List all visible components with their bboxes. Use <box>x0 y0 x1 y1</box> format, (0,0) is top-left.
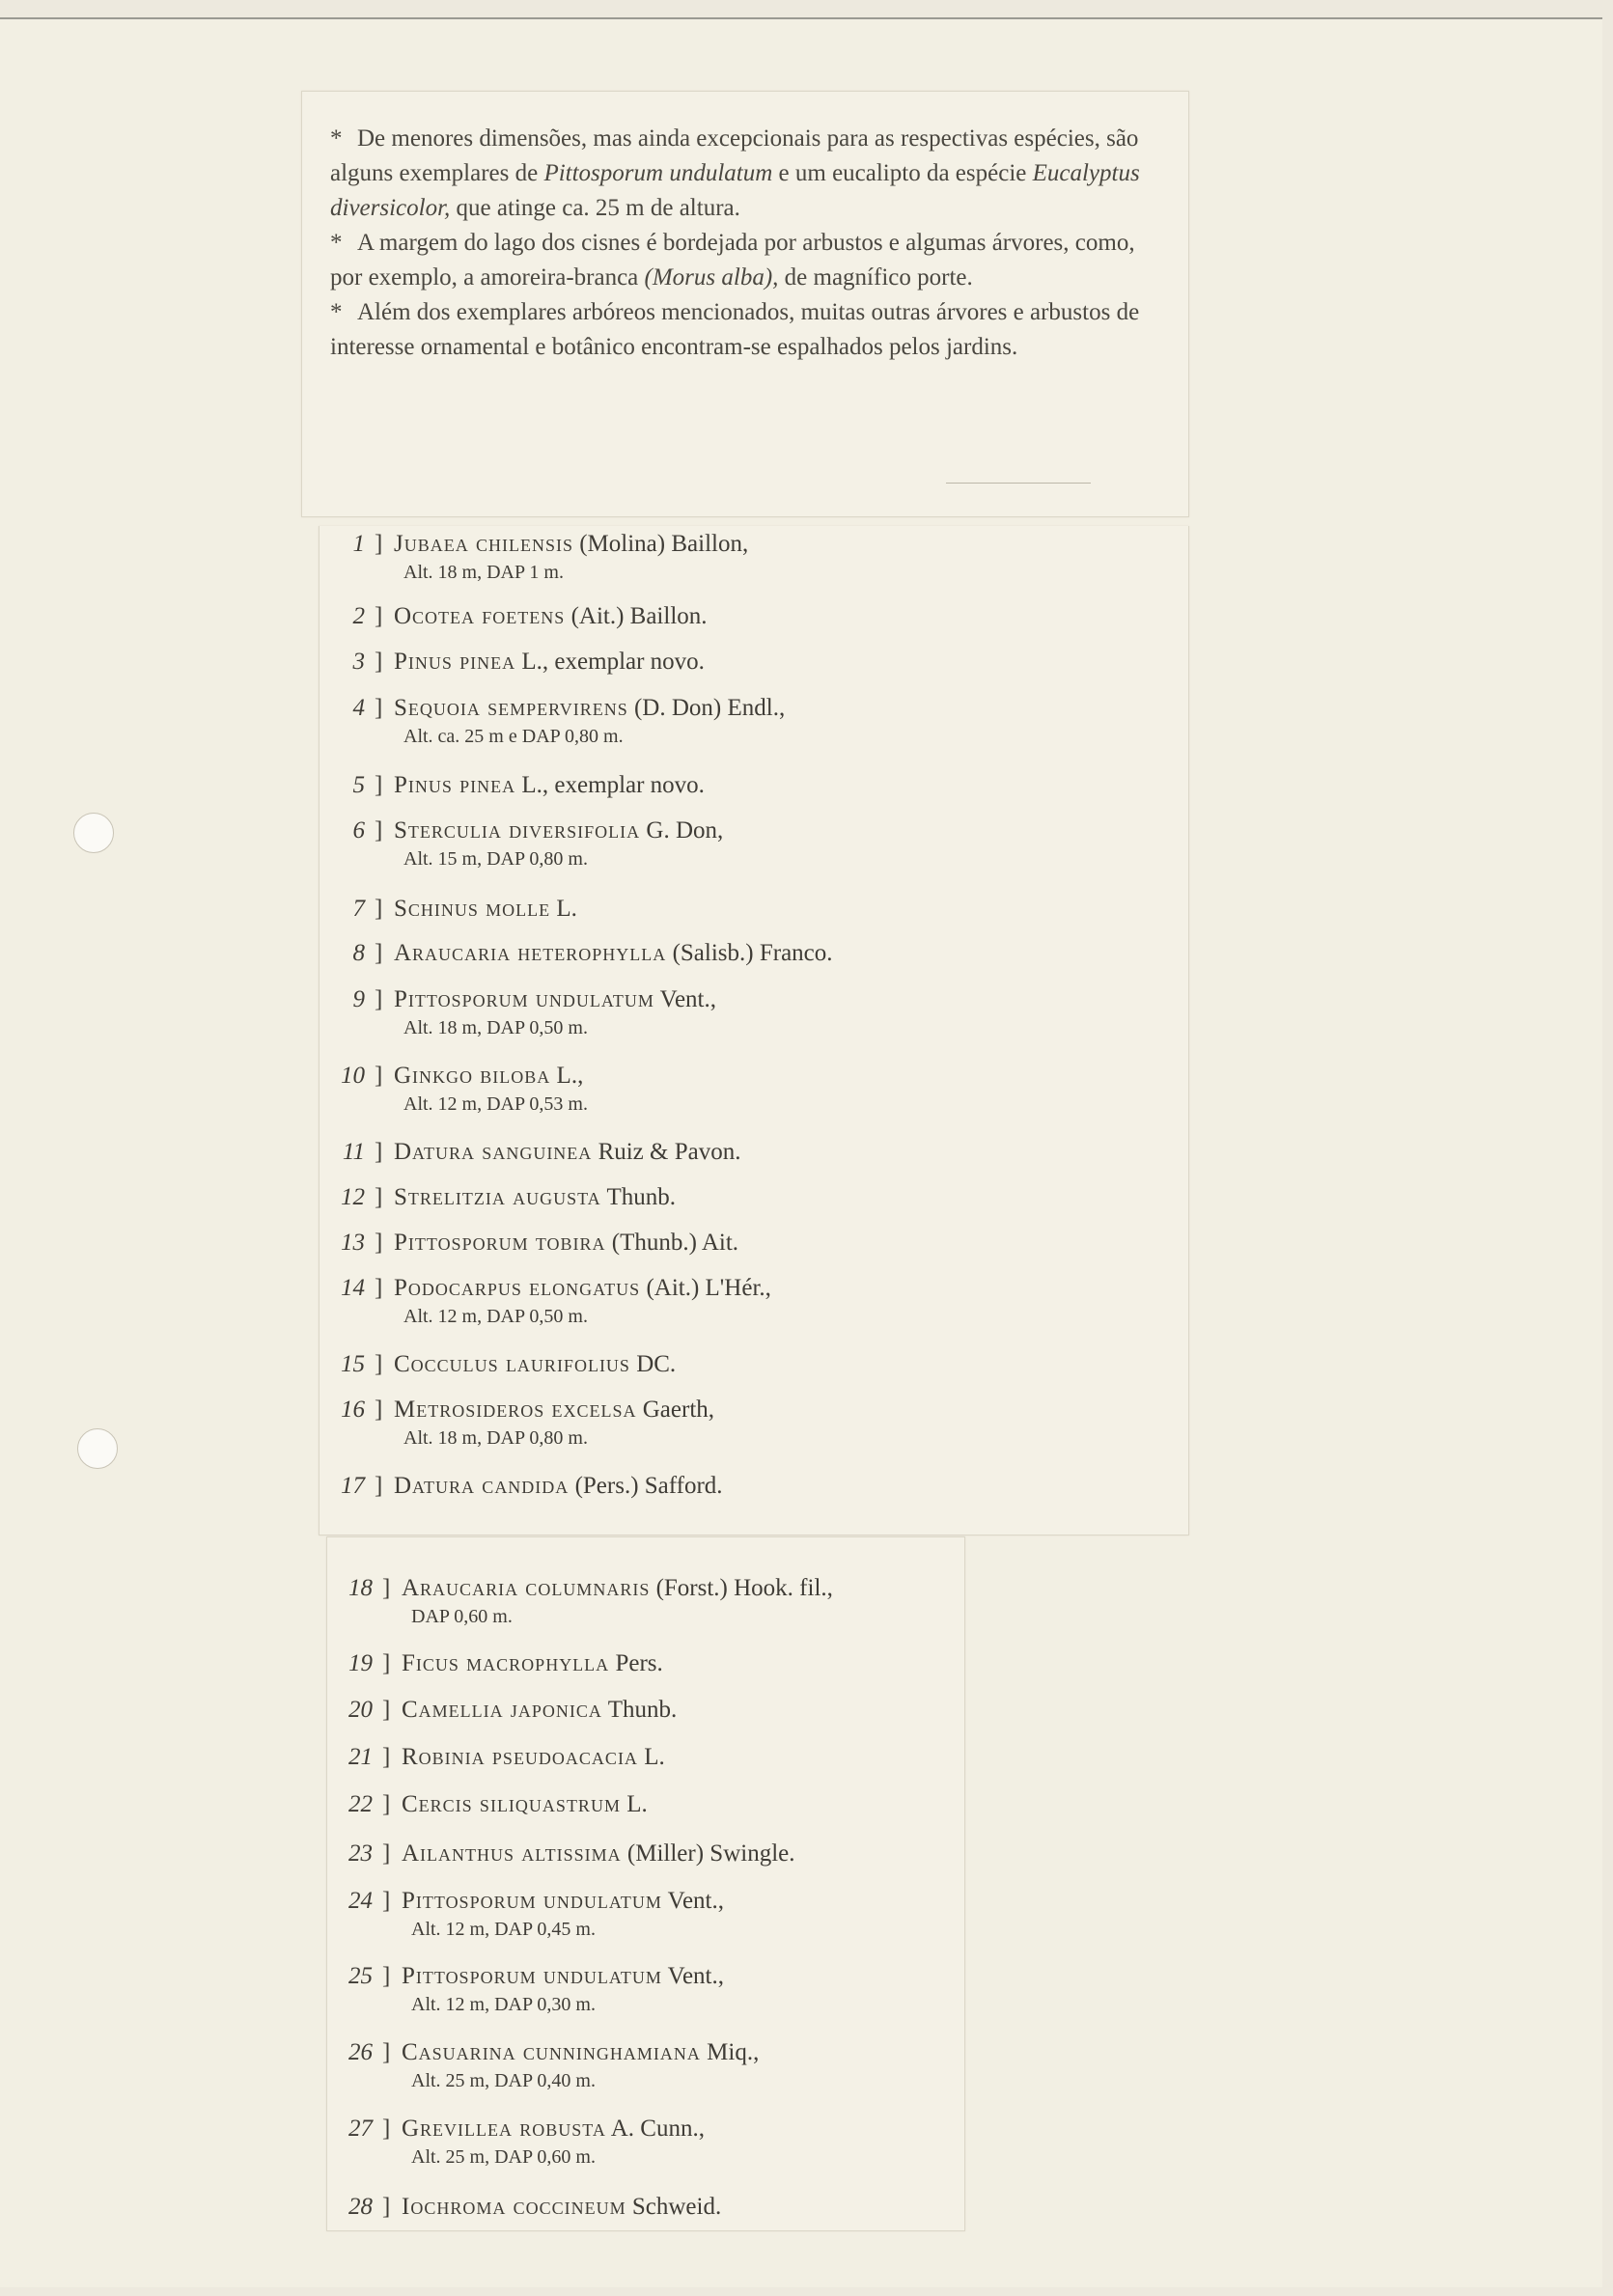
entry-line <box>326 1961 724 1992</box>
entry-line <box>319 1228 738 1259</box>
entry-number: 19 <box>348 1650 373 1676</box>
species-name: Pittosporum undulatum <box>402 1963 662 1989</box>
entry-number: 20 <box>348 1697 373 1723</box>
species-author: Thunb. <box>606 1184 677 1210</box>
entry-number: 26 <box>348 2039 373 2065</box>
entry-number: 11 <box>342 1139 365 1165</box>
species-author: (Pers.) Safford. <box>574 1473 723 1499</box>
species-name: Grevillea robusta <box>402 2116 606 2142</box>
entry-line <box>319 647 705 678</box>
bracket-mark: ] <box>375 695 383 721</box>
species-entry <box>319 1349 676 1380</box>
entry-measurements: Alt. ca. 25 m e DAP 0,80 m. <box>403 726 624 747</box>
species-name: Datura sanguinea <box>394 1139 593 1165</box>
entry-line <box>326 1886 724 1917</box>
species-entry <box>326 1839 795 1869</box>
species-author: Pers. <box>615 1650 663 1676</box>
entry-line <box>326 1839 795 1869</box>
bracket-mark: ] <box>375 1473 383 1499</box>
species-author: (Molina) Baillon, <box>579 531 749 557</box>
species-name: Ailanthus altissima <box>402 1840 622 1867</box>
entry-number: 9 <box>352 986 365 1012</box>
bracket-mark: ] <box>375 772 383 798</box>
bracket-mark: ] <box>375 817 383 844</box>
species-name: Cocculus laurifolius <box>394 1351 630 1377</box>
bracket-mark: ] <box>382 1697 391 1723</box>
bracket-mark: ] <box>375 1184 383 1210</box>
species-author: G. Don, <box>646 817 724 844</box>
species-entry <box>319 1273 771 1329</box>
species-name: Sequoia sempervirens <box>394 695 628 721</box>
species-author: Vent., <box>667 1963 724 1989</box>
bracket-mark: ] <box>382 2116 391 2142</box>
entry-line <box>326 1573 833 1604</box>
species-name: Schinus molle <box>394 896 551 922</box>
entry-measurements: Alt. 18 m, DAP 1 m. <box>403 562 564 583</box>
entry-measurements: Alt. 18 m, DAP 0,80 m. <box>403 1427 588 1449</box>
entry-line <box>319 1349 676 1380</box>
entry-number: 17 <box>341 1473 365 1499</box>
species-name: Araucaria columnaris <box>402 1575 651 1601</box>
asterisk-mark: * <box>330 230 343 256</box>
species-entry <box>319 938 833 969</box>
species-author: (Salisb.) Franco. <box>672 940 833 966</box>
bracket-mark: ] <box>375 986 383 1012</box>
entry-measurements: Alt. 12 m, DAP 0,50 m. <box>403 1306 588 1327</box>
species-name: Metrosideros excelsa <box>394 1397 637 1423</box>
species-entry <box>326 2037 759 2093</box>
entry-number: 7 <box>352 896 365 922</box>
species-entry <box>319 1061 588 1117</box>
species-author: L. <box>556 896 577 922</box>
species-entry <box>319 816 723 871</box>
species-entry <box>326 1695 677 1726</box>
species-entry <box>319 1137 740 1168</box>
species-author: DC. <box>636 1351 677 1377</box>
entry-line <box>326 2114 705 2144</box>
bracket-mark: ] <box>382 2039 391 2065</box>
entry-line <box>319 1137 740 1168</box>
entry-measurements: Alt. 25 m, DAP 0,40 m. <box>411 2070 596 2091</box>
bracket-mark: ] <box>375 649 383 675</box>
entry-number: 13 <box>341 1230 365 1256</box>
entry-line <box>319 938 833 969</box>
species-entry <box>319 1182 676 1213</box>
species-entry <box>319 1471 723 1502</box>
species-name: Camellia japonica <box>402 1697 602 1723</box>
entry-number: 8 <box>352 940 365 966</box>
species-author: L., <box>556 1063 584 1089</box>
entry-line <box>319 770 705 801</box>
species-name: Datura candida <box>394 1473 570 1499</box>
entry-number: 18 <box>348 1575 373 1601</box>
species-author: A. Cunn., <box>610 2116 705 2142</box>
species-entry <box>326 1961 724 2017</box>
species-name: Jubaea chilensis <box>394 531 573 557</box>
entry-measurements: Alt. 12 m, DAP 0,45 m. <box>411 1919 596 1940</box>
species-author: (Ait.) L'Hér., <box>646 1275 771 1301</box>
entry-number: 28 <box>348 2194 373 2220</box>
intro-paragraph-3: * Além dos exemplares arbóreos mencionados, muitas outras árvores e arbustos de interesse ornamental e botânico encontram-se espalhados pelos jardins. <box>330 295 1160 365</box>
species-entry <box>319 894 577 925</box>
species-name: Araucaria heterophylla <box>394 940 667 966</box>
species-author: (Ait.) Baillon. <box>570 603 708 629</box>
species-author: Schweid. <box>631 2194 722 2220</box>
entry-line <box>319 693 785 724</box>
bracket-mark: ] <box>382 1575 391 1601</box>
species-entry <box>319 1395 714 1451</box>
entry-number: 14 <box>341 1275 365 1301</box>
entry-number: 1 <box>352 531 365 557</box>
species-entry <box>326 1886 724 1942</box>
species-entry <box>319 770 705 801</box>
bracket-mark: ] <box>375 1063 383 1089</box>
entry-measurements: Alt. 25 m, DAP 0,60 m. <box>411 2146 596 2168</box>
species-author: (Thunb.) Ait. <box>611 1230 739 1256</box>
intro-paragraph-2: * A margem do lago dos cisnes é bordejada por arbustos e algumas árvores, como, por exemplo, a amoreira-branca (Morus alba), de magnífico porte. <box>330 226 1160 295</box>
species-author: Miq., <box>707 2039 760 2065</box>
species-entry <box>326 1573 833 1629</box>
species-author: Ruiz & Pavon. <box>598 1139 741 1165</box>
species-name: Sterculia diversifolia <box>394 817 641 844</box>
species-entry <box>319 647 705 678</box>
entry-line <box>319 894 577 925</box>
species-name: Cercis siliquastrum <box>402 1791 621 1817</box>
species-entry <box>319 601 708 632</box>
bracket-mark: ] <box>382 2194 391 2220</box>
species-author: (D. Don) Endl., <box>633 695 786 721</box>
entry-line <box>326 1789 648 1820</box>
bracket-mark: ] <box>375 531 383 557</box>
entry-number: 4 <box>352 695 365 721</box>
bracket-mark: ] <box>382 1791 391 1817</box>
species-name: Ginkgo biloba <box>394 1063 551 1089</box>
species-name: Robinia pseudoacacia <box>402 1744 638 1770</box>
species-author: Thunb. <box>607 1697 678 1723</box>
species-name: Pittosporum undulatum <box>394 986 654 1012</box>
bracket-mark: ] <box>375 1397 383 1423</box>
bracket-mark: ] <box>382 1744 391 1770</box>
species-author: L. <box>626 1791 648 1817</box>
entry-number: 5 <box>352 772 365 798</box>
bracket-mark: ] <box>375 896 383 922</box>
entry-number: 22 <box>348 1791 373 1817</box>
entry-line <box>326 1695 677 1726</box>
entry-number: 24 <box>348 1888 373 1914</box>
species-entry <box>326 1789 648 1820</box>
entry-line <box>319 1182 676 1213</box>
entry-line <box>319 1061 588 1092</box>
entry-line <box>326 2037 759 2068</box>
pencil-line <box>946 483 1091 484</box>
asterisk-mark: * <box>330 299 343 325</box>
species-name: Strelitzia augusta <box>394 1184 601 1210</box>
entry-number: 12 <box>341 1184 365 1210</box>
species-entry <box>319 529 748 585</box>
entry-line <box>319 984 716 1015</box>
species-author: Vent., <box>667 1888 724 1914</box>
species-author: Gaerth, <box>642 1397 715 1423</box>
entry-number: 23 <box>348 1840 373 1867</box>
asterisk-mark: * <box>330 125 343 152</box>
entry-line <box>319 601 708 632</box>
entry-number: 25 <box>348 1963 373 1989</box>
species-name: Pinus pinea <box>394 772 516 798</box>
species-author: L. <box>644 1744 665 1770</box>
entry-measurements: Alt. 15 m, DAP 0,80 m. <box>403 848 588 870</box>
species-author: (Forst.) Hook. fil., <box>655 1575 833 1601</box>
entry-number: 27 <box>348 2116 373 2142</box>
intro-text <box>330 122 1160 365</box>
species-author: (Miller) Swingle. <box>626 1840 795 1867</box>
entry-line <box>319 529 748 560</box>
species-author: Vent., <box>659 986 716 1012</box>
species-entry <box>319 693 785 749</box>
bracket-mark: ] <box>375 1230 383 1256</box>
punch-hole-lower <box>77 1428 118 1469</box>
entry-number: 15 <box>341 1351 365 1377</box>
entry-number: 16 <box>341 1397 365 1423</box>
bracket-mark: ] <box>375 1139 383 1165</box>
species-name: Ficus macrophylla <box>402 1650 610 1676</box>
species-name: Pinus pinea <box>394 649 516 675</box>
bracket-mark: ] <box>375 1275 383 1301</box>
species-author: L., exemplar novo. <box>521 649 705 675</box>
entry-measurements: Alt. 18 m, DAP 0,50 m. <box>403 1017 588 1038</box>
entry-line <box>326 2192 721 2223</box>
punch-hole-upper <box>73 813 114 853</box>
entry-measurements: DAP 0,60 m. <box>411 1606 513 1627</box>
bracket-mark: ] <box>382 1840 391 1867</box>
species-name: Iochroma coccineum <box>402 2194 626 2220</box>
species-name: Pittosporum tobira <box>394 1230 606 1256</box>
entry-line <box>319 1273 771 1304</box>
species-name: Ocotea foetens <box>394 603 566 629</box>
entry-line <box>326 1742 665 1773</box>
species-author: L., exemplar novo. <box>521 772 705 798</box>
species-entry <box>326 1648 663 1679</box>
entry-line <box>326 1648 663 1679</box>
entry-number: 21 <box>348 1744 373 1770</box>
species-entry <box>326 2192 721 2223</box>
species-name: Podocarpus elongatus <box>394 1275 641 1301</box>
entry-number: 6 <box>352 817 365 844</box>
species-entry <box>319 984 716 1040</box>
bracket-mark: ] <box>382 1963 391 1989</box>
entry-line <box>319 816 723 846</box>
intro-paragraph-1: * De menores dimensões, mas ainda excepcionais para as respectivas espécies, são alguns exemplares de Pittosporum undulatum e um eucalipto da espécie Eucalyptus diversicolor, que atinge ca. 25 m de altura. <box>330 122 1160 226</box>
bracket-mark: ] <box>375 603 383 629</box>
entry-line <box>319 1395 714 1425</box>
entry-measurements: Alt. 12 m, DAP 0,53 m. <box>403 1093 588 1115</box>
bracket-mark: ] <box>382 1888 391 1914</box>
species-name: Casuarina cunninghamiana <box>402 2039 701 2065</box>
entry-number: 10 <box>341 1063 365 1089</box>
species-name: Pittosporum undulatum <box>402 1888 662 1914</box>
bracket-mark: ] <box>375 940 383 966</box>
bracket-mark: ] <box>375 1351 383 1377</box>
entry-number: 2 <box>352 603 365 629</box>
species-entry <box>326 1742 665 1773</box>
entry-number: 3 <box>352 649 365 675</box>
entry-measurements: Alt. 12 m, DAP 0,30 m. <box>411 1994 596 2015</box>
bracket-mark: ] <box>382 1650 391 1676</box>
species-entry <box>319 1228 738 1259</box>
entry-line <box>319 1471 723 1502</box>
species-entry <box>326 2114 705 2170</box>
